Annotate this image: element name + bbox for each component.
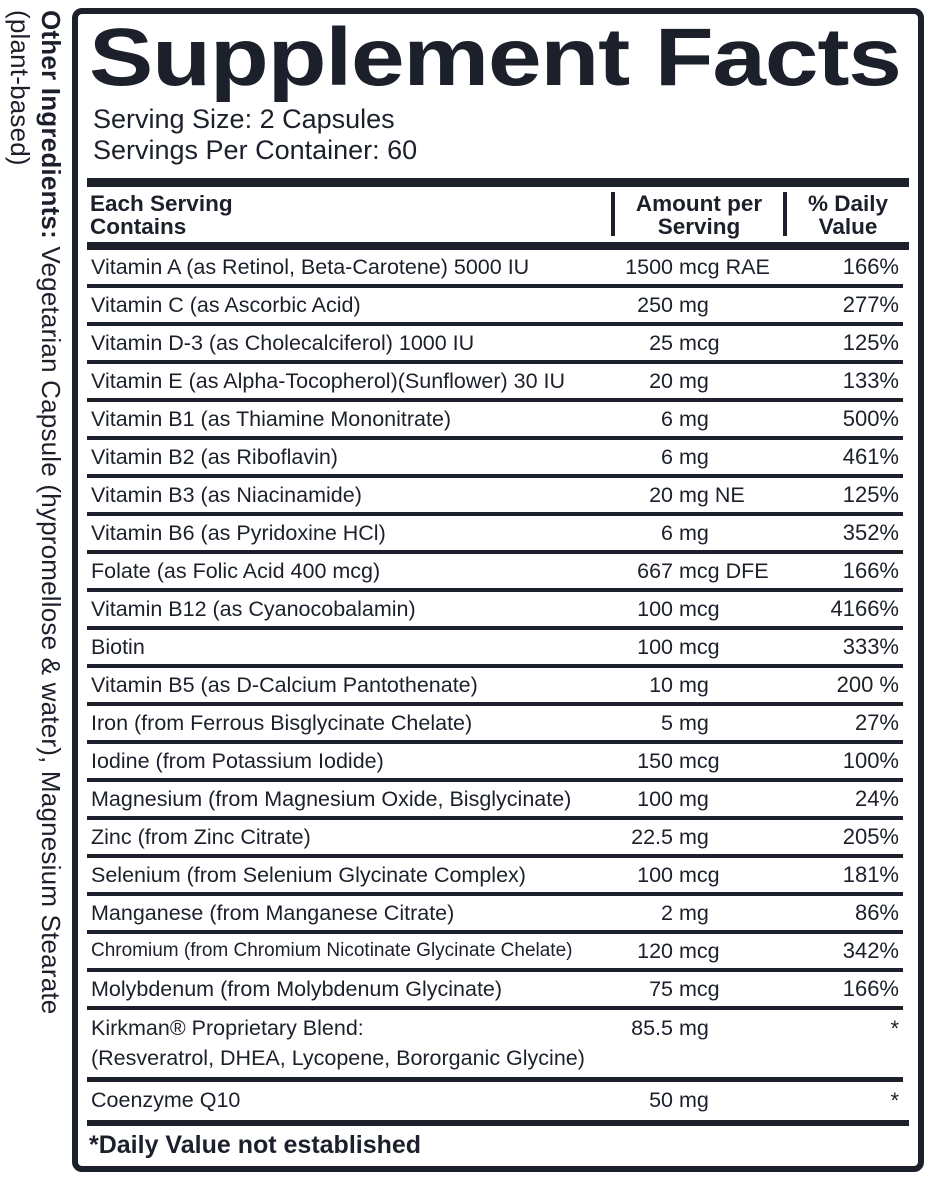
ingredient-daily-value: 166% [842,976,899,1001]
amount-value: 100 [637,786,673,811]
amount-unit: mg NE [679,482,745,507]
table-row [87,858,909,892]
blend-name: Coenzyme Q10 [91,1088,241,1112]
amount-value: 6 [661,520,673,545]
amount-value: 20 [649,482,673,507]
amount-value: 1500 [625,254,673,279]
ingredient-amount [581,559,787,584]
blend-rows [87,1010,909,1120]
amount-unit: mcg [679,976,720,1001]
table-row [87,744,909,778]
ingredient-name: Folate (as Folic Acid 400 mcg) [91,558,381,583]
ingredient-amount [581,673,787,698]
blend-daily-value: * [890,1087,899,1113]
table-row [87,326,909,360]
table-row [87,630,909,664]
ingredient-daily-value: 27% [854,710,899,735]
table-row [87,402,909,436]
blend-amount [581,1088,787,1113]
ingredient-amount [581,521,787,546]
table-row [87,478,909,512]
amount-unit: mg [679,900,709,925]
ingredient-amount [581,483,787,508]
serving-size-text: Serving Size: 2 Capsules [93,104,395,134]
ingredient-amount [581,939,787,964]
ingredient-daily-value: 181% [842,862,899,887]
ingredient-name: Iodine (from Potassium Iodide) [91,748,384,773]
ingredient-daily-value: 24% [854,786,899,811]
other-ingredients-heading: Other Ingredients: [36,10,66,239]
ingredient-daily-value: 461% [842,444,899,469]
ingredient-name: Vitamin B12 (as Cyanocobalamin) [91,596,416,621]
ingredient-daily-value: 125% [842,330,899,355]
header-each-serving-contains: Each Serving Contains [90,191,233,239]
ingredient-name: Vitamin B3 (as Niacinamide) [91,482,362,507]
table-row [87,554,909,588]
ingredient-daily-value: 166% [842,254,899,279]
ingredient-amount [581,635,787,660]
ingredient-amount [581,255,787,280]
blend-amount [581,1016,787,1041]
ingredient-daily-value: 125% [842,482,899,507]
ingredient-name: Vitamin C (as Ascorbic Acid) [91,292,361,317]
table-row [87,516,909,550]
ingredient-amount [581,369,787,394]
other-ingredients-vertical-text [2,10,66,1176]
blend-detail: (Resveratrol, DHEA, Lycopene, Bororganic Glycine) [91,1046,585,1070]
panel-title: Supplement Facts [89,12,901,103]
amount-value: 50 [649,1088,673,1112]
ingredient-amount [581,901,787,926]
amount-unit: mcg RAE [679,254,770,279]
amount-value: 2 [661,900,673,925]
ingredient-daily-value: 277% [842,292,899,317]
ingredient-daily-value: 342% [842,938,899,963]
amount-value: 250 [637,292,673,317]
ingredient-name: Zinc (from Zinc Citrate) [91,824,311,849]
table-row [87,896,909,930]
amount-value: 120 [637,938,673,963]
header-percent-daily-value: % Daily Value [807,191,889,239]
ingredient-daily-value: 333% [842,634,899,659]
amount-value: 75 [649,976,673,1001]
amount-unit: mg [679,444,709,469]
amount-unit: mcg [679,596,720,621]
ingredient-amount [581,825,787,850]
ingredient-name: Manganese (from Manganese Citrate) [91,900,455,925]
ingredient-amount [581,787,787,812]
table-header [87,187,909,242]
supplement-facts-panel [72,8,924,1172]
section-divider-header [87,242,909,250]
amount-unit: mcg [679,330,720,355]
blend-daily-value: * [890,1015,899,1041]
ingredient-amount [581,977,787,1002]
ingredient-amount [581,445,787,470]
amount-value: 150 [637,748,673,773]
amount-unit: mcg [679,634,720,659]
table-row [87,288,909,322]
table-row [87,782,909,816]
blend-row [87,1082,909,1120]
ingredient-daily-value: 200 % [836,672,899,697]
other-ingredients-line1: Vegetarian Capsule (hypromellose & water), Magnesium Stearate [36,246,66,1015]
blend-row [87,1010,909,1077]
ingredient-amount [581,749,787,774]
amount-unit: mg [679,710,709,735]
amount-value: 100 [637,862,673,887]
table-row [87,440,909,474]
ingredient-daily-value: 352% [842,520,899,545]
ingredient-name: Iron (from Ferrous Bisglycinate Chelate) [91,710,473,735]
ingredient-daily-value: 86% [854,900,899,925]
ingredient-amount [581,597,787,622]
servings-per-container-text: Servings Per Container: 60 [93,135,418,165]
ingredient-name: Molybdenum (from Molybdenum Glycinate) [91,976,503,1001]
amount-value: 10 [649,672,673,697]
amount-unit: mg [679,1016,709,1040]
ingredient-name: Vitamin B6 (as Pyridoxine HCl) [91,520,386,545]
ingredient-amount [581,331,787,356]
amount-value: 6 [661,444,673,469]
table-row [87,668,909,702]
table-row [87,364,909,398]
ingredient-daily-value: 166% [842,558,899,583]
table-row [87,250,909,284]
amount-value: 667 [637,558,673,583]
ingredient-daily-value: 133% [842,368,899,393]
ingredient-name: Vitamin E (as Alpha-Tocopherol)(Sunflower) 30 IU [91,368,566,393]
amount-unit: mcg DFE [679,558,769,583]
amount-unit: mg [679,368,709,393]
amount-value: 20 [649,368,673,393]
amount-unit: mcg [679,748,720,773]
ingredient-daily-value: 100% [842,748,899,773]
ingredient-rows [87,250,909,1010]
ingredient-name: Vitamin B5 (as D-Calcium Pantothenate) [91,672,478,697]
amount-unit: mg [679,292,709,317]
table-row [87,934,909,968]
amount-value: 25 [649,330,673,355]
ingredient-amount [581,711,787,736]
ingredient-name: Biotin [91,634,145,659]
ingredient-name: Vitamin D-3 (as Cholecalciferol) 1000 IU [91,330,475,355]
table-row [87,972,909,1006]
amount-unit: mg [679,824,709,849]
blend-name: Kirkman® Proprietary Blend: [91,1016,364,1040]
amount-unit: mg [679,786,709,811]
amount-value: 100 [637,634,673,659]
section-divider-top [87,178,909,187]
ingredient-daily-value: 500% [842,406,899,431]
amount-value: 85.5 [631,1016,673,1040]
amount-unit: mcg [679,938,720,963]
amount-value: 5 [661,710,673,735]
ingredient-name: Vitamin B1 (as Thiamine Mononitrate) [91,406,452,431]
ingredient-amount [581,863,787,888]
ingredient-daily-value: 4166% [830,596,899,621]
ingredient-name: Selenium (from Selenium Glycinate Complex) [91,862,526,887]
amount-unit: mg [679,520,709,545]
table-row [87,592,909,626]
ingredient-name: Magnesium (from Magnesium Oxide, Bisglycinate) [91,786,572,811]
ingredient-name: Chromium (from Chromium Nicotinate Glycinate Chelate) [91,940,573,961]
table-row [87,820,909,854]
ingredient-amount [581,407,787,432]
footnote-daily-value: *Daily Value not established [89,1131,422,1159]
amount-value: 100 [637,596,673,621]
other-ingredients-line2: (plant-based) [5,10,35,166]
amount-unit: mg [679,406,709,431]
amount-value: 6 [661,406,673,431]
header-amount-per-serving: Amount per Serving [635,191,763,239]
ingredient-name: Vitamin A (as Retinol, Beta-Carotene) 5000 IU [91,254,530,279]
ingredient-amount [581,293,787,318]
table-row [87,706,909,740]
amount-unit: mg [679,1088,709,1112]
amount-unit: mg [679,672,709,697]
ingredient-daily-value: 205% [842,824,899,849]
amount-unit: mcg [679,862,720,887]
ingredient-name: Vitamin B2 (as Riboflavin) [91,444,338,469]
amount-value: 22.5 [631,824,673,849]
